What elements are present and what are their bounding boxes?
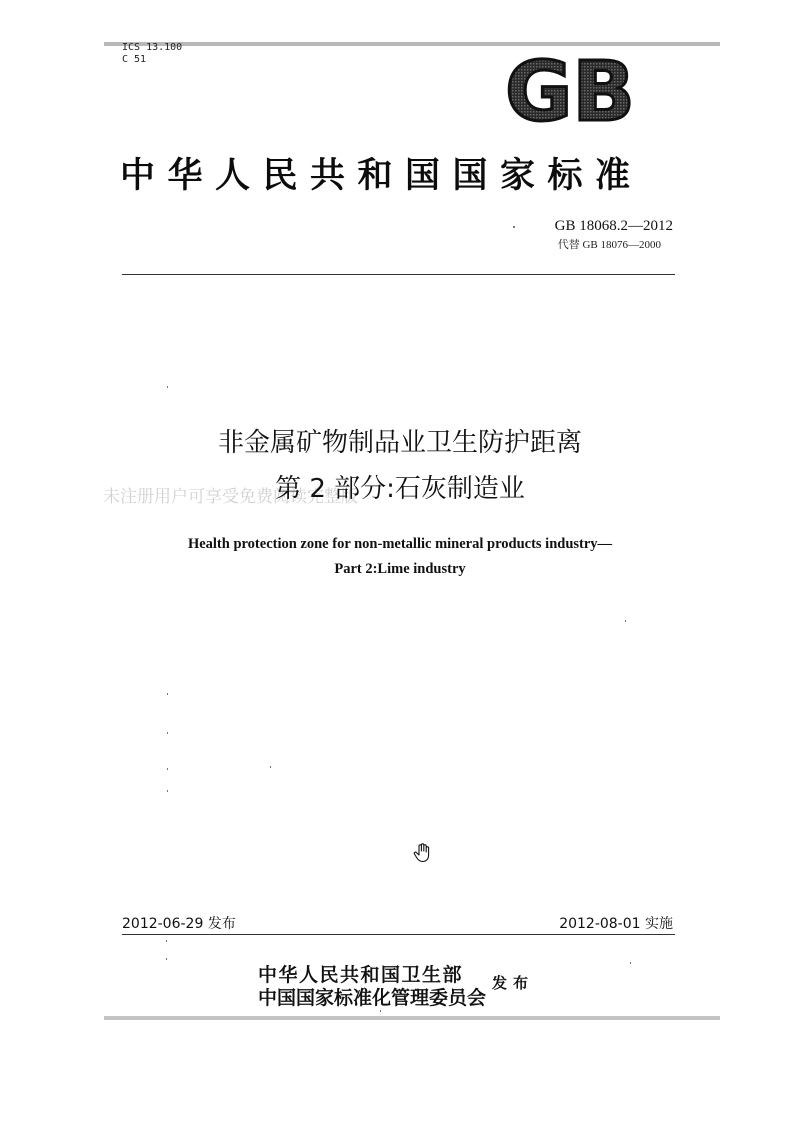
issue-label: 发布 <box>492 974 535 992</box>
replaces-standard: 代替 GB 18076—2000 <box>557 239 661 251</box>
gb-logo-text: GB <box>505 54 635 126</box>
gb-logo <box>503 54 637 126</box>
issuer-sac: 中国国家标准化管理委员会 <box>258 987 487 1009</box>
standard-number: GB 18068.2—2012 <box>554 218 673 234</box>
publish-date: 2012-06-29 发布 <box>122 916 236 932</box>
top-rule <box>104 42 720 46</box>
effective-date: 2012-08-01 实施 <box>559 916 673 932</box>
title-en-line2: Part 2:Lime industry <box>334 561 466 577</box>
hand-cursor-icon <box>413 843 431 863</box>
title-cn-line1: 非金属矿物制品业卫生防护距离 <box>217 428 582 458</box>
ics-code: ICS 13.100 <box>122 42 183 53</box>
watermark: 未注册用户可享受免费阅读完整版 <box>103 487 358 507</box>
bottom-rule <box>104 1016 720 1020</box>
ccs-code: C 51 <box>122 54 147 65</box>
title-en-line1: Health protection zone for non-metallic mineral products industry— <box>187 536 613 552</box>
date-rule <box>122 934 675 935</box>
title-cn-line2: 第 2 部分:石灰制造业 <box>275 474 525 504</box>
header-rule <box>122 274 675 275</box>
national-standard-title: 中华人民共和国国家标准 <box>120 155 643 196</box>
classification-codes <box>122 42 182 66</box>
issuer-ministry: 中华人民共和国卫生部 <box>258 964 464 986</box>
